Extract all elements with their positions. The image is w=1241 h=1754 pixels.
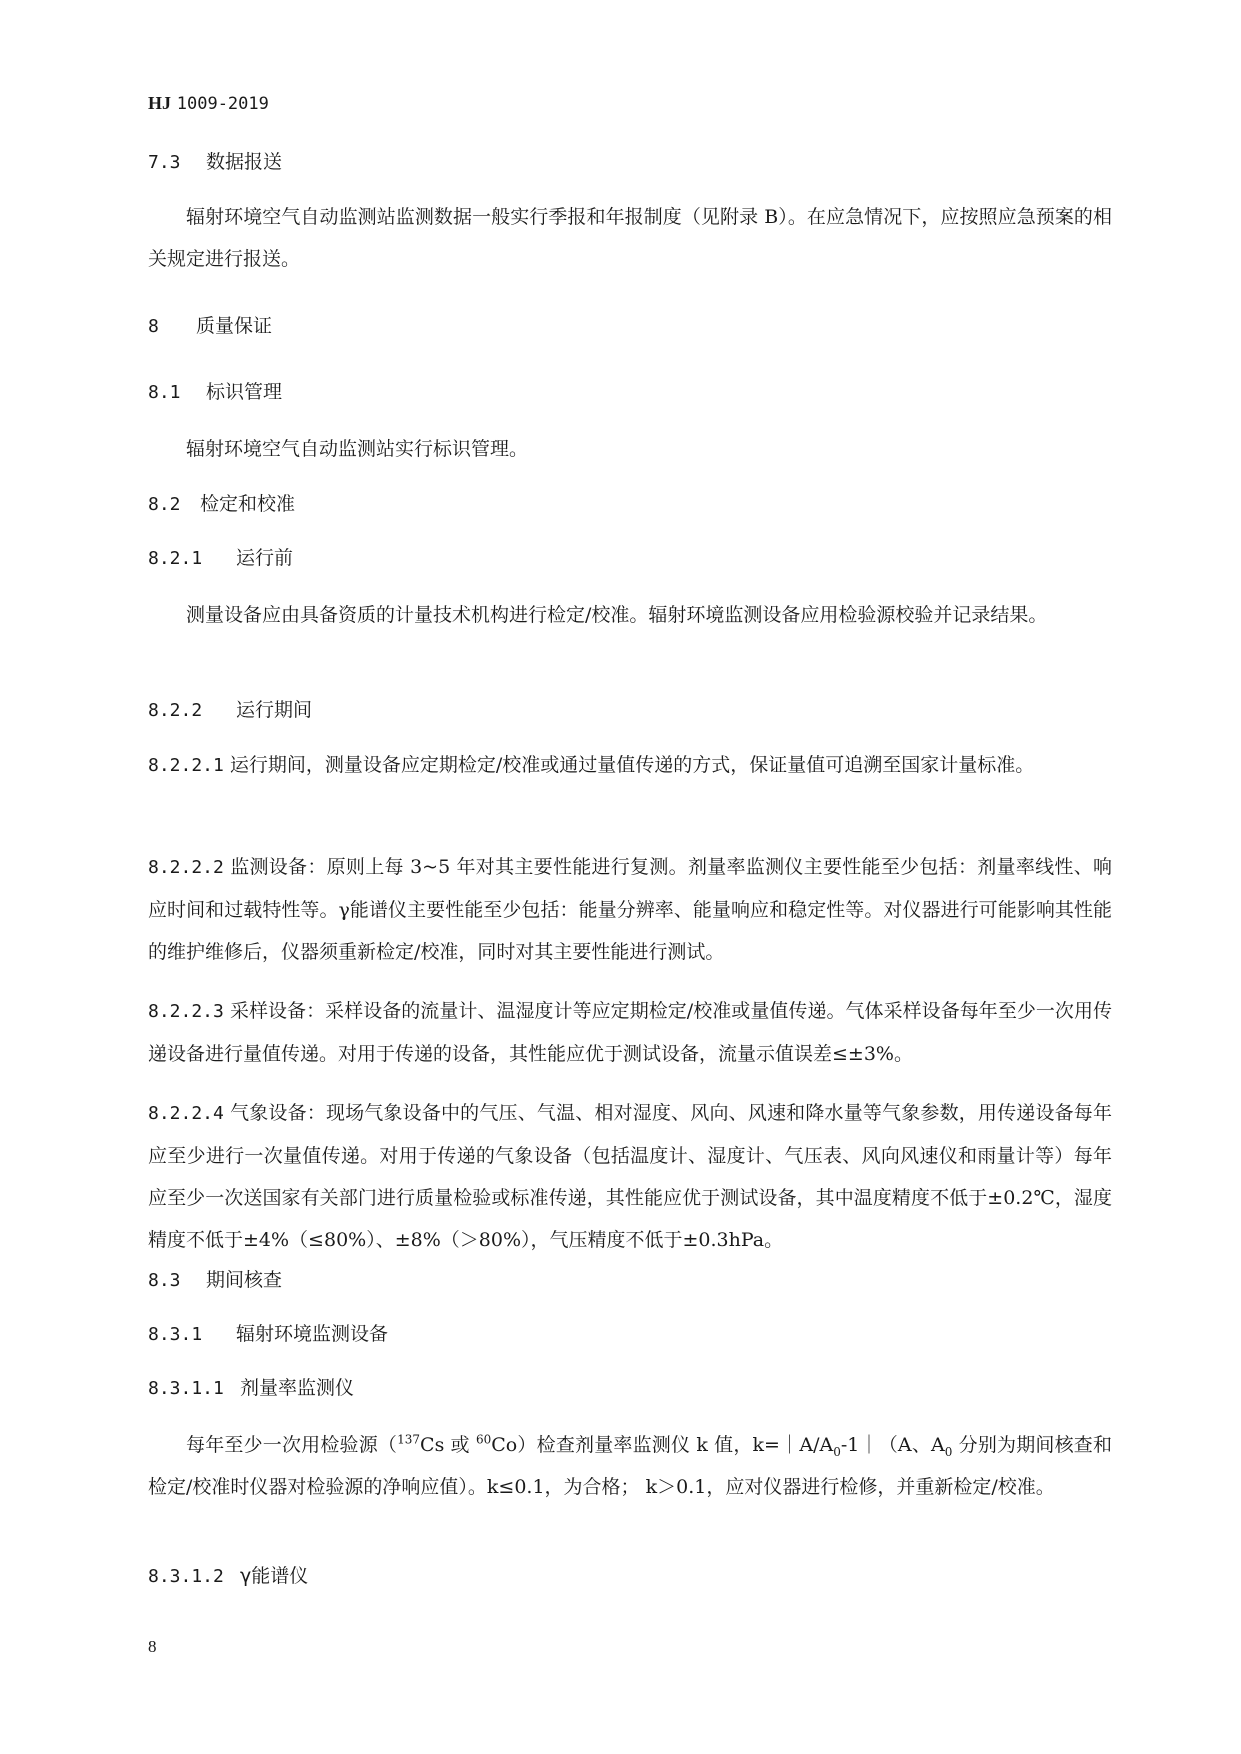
clause-text: 气象设备：现场气象设备中的气压、气温、相对湿度、风向、风速和降水量等气象参数，用传递设备每年应至少进行一次量值传递。对用于传递的气象设备（包括温度计、湿度计、气压表、风向风速仪和雨量计等）每年应至少一次送国家有关部门进行质量检验或标准传递，其性能应优于测试设备，其中温度精度不低于±0.2℃，湿度精度不低于±4%（≤80%）、±8%（＞80%），气压精度不低于±0.3hPa。 — [148, 1102, 1112, 1251]
section-title: 标识管理 — [206, 381, 283, 403]
paragraph-8-2-2-4 — [148, 1092, 1112, 1261]
clause-text: 运行期间，测量设备应定期检定/校准或通过量值传递的方式，保证量值可追溯至国家计量标准。 — [229, 754, 1035, 776]
section-number: 8 — [148, 316, 159, 337]
section-number: 7.3 — [148, 152, 181, 173]
clause-number: 8.2.2.2 — [148, 857, 224, 878]
paragraph-7-3: 辐射环境空气自动监测站监测数据一般实行季报和年报制度（见附录 B）。在应急情况下，应按照应急预案的相关规定进行报送。 — [148, 206, 1112, 270]
section-number: 8.3 — [148, 1270, 181, 1291]
section-number: 8.3.1.2 — [148, 1566, 224, 1587]
section-title: 质量保证 — [196, 315, 273, 337]
paragraph-8-2-1: 测量设备应由具备资质的计量技术机构进行检定/校准。辐射环境监测设备应用检验源校验并记录结果。 — [186, 604, 1048, 626]
superscript: 137 — [397, 1432, 421, 1447]
paragraph-8-2-2-1 — [148, 744, 1112, 787]
section-7-3-heading — [148, 148, 1112, 177]
subscript: 0 — [944, 1444, 953, 1459]
clause-number: 8.2.2.4 — [148, 1103, 224, 1124]
page-number: 8 — [148, 1637, 157, 1656]
superscript: 60 — [475, 1432, 492, 1447]
section-8-3-heading — [148, 1266, 1112, 1295]
section-number: 8.3.1 — [148, 1324, 203, 1345]
clause-text: 采样设备：采样设备的流量计、温湿度计等应定期检定/校准或量值传递。气体采样设备每年至少一次用传递设备进行量值传递。对用于传递的设备，其性能应优于测试设备，流量示值误差≤±3%。 — [148, 1000, 1112, 1065]
paragraph-8-1: 辐射环境空气自动监测站实行标识管理。 — [186, 438, 529, 460]
section-title: 剂量率监测仪 — [240, 1377, 355, 1399]
standard-code-number: 1009-2019 — [176, 94, 269, 114]
paragraph-8-3-1-1 — [148, 1424, 1112, 1508]
text-run: 每年至少一次用检验源（ — [186, 1434, 398, 1456]
paragraph-8-2-2-2 — [148, 846, 1112, 973]
text-run: 分别为期间核查和检定/校准时仪器对检验源的净响应值）。k≤0.1，为合格； k＞0.1，应对仪器进行检修，并重新检定/校准。 — [148, 1434, 1112, 1498]
standard-code-header — [148, 92, 269, 115]
section-8-3-1-2-heading — [148, 1562, 1112, 1591]
section-title: γ能谱仪 — [240, 1565, 309, 1587]
section-title: 运行前 — [236, 547, 294, 569]
paragraph-8-2-2-3 — [148, 990, 1112, 1075]
section-number: 8.3.1.1 — [148, 1378, 224, 1399]
clause-text: 监测设备：原则上每 3~5 年对其主要性能进行复测。剂量率监测仪主要性能至少包括：剂量率线性、响应时间和过载特性等。γ能谱仪主要性能至少包括：能量分辨率、能量响应和稳定性等。对仪器进行可能影响其性能的维护维修后，仪器须重新检定/校准，同时对其主要性能进行测试。 — [148, 856, 1112, 963]
section-8-3-1-heading — [148, 1320, 1112, 1349]
section-8-3-1-1-heading — [148, 1374, 1112, 1403]
section-title: 运行期间 — [236, 699, 313, 721]
section-title: 检定和校准 — [200, 493, 296, 515]
section-number: 8.2 — [148, 494, 181, 515]
section-number: 8.2.1 — [148, 548, 203, 569]
section-title: 辐射环境监测设备 — [236, 1323, 389, 1345]
section-8-2-1-heading — [148, 544, 1112, 573]
section-number: 8.1 — [148, 382, 181, 403]
section-8-1-heading — [148, 378, 1112, 407]
standard-code-prefix: HJ — [148, 93, 172, 113]
clause-number: 8.2.2.1 — [148, 755, 224, 776]
section-8-2-heading — [148, 490, 1112, 519]
clause-number: 8.2.2.3 — [148, 1001, 224, 1022]
text-run: Cs 或 — [420, 1434, 476, 1456]
subscript: 0 — [833, 1444, 841, 1459]
section-8-heading — [148, 312, 1112, 341]
section-number: 8.2.2 — [148, 700, 203, 721]
section-title: 数据报送 — [206, 151, 283, 173]
text-run: -1｜（A、A — [840, 1434, 945, 1456]
text-run: Co）检查剂量率监测仪 k 值，k=｜A/A — [491, 1434, 834, 1456]
section-8-2-2-heading — [148, 696, 1112, 725]
section-title: 期间核查 — [206, 1269, 283, 1291]
